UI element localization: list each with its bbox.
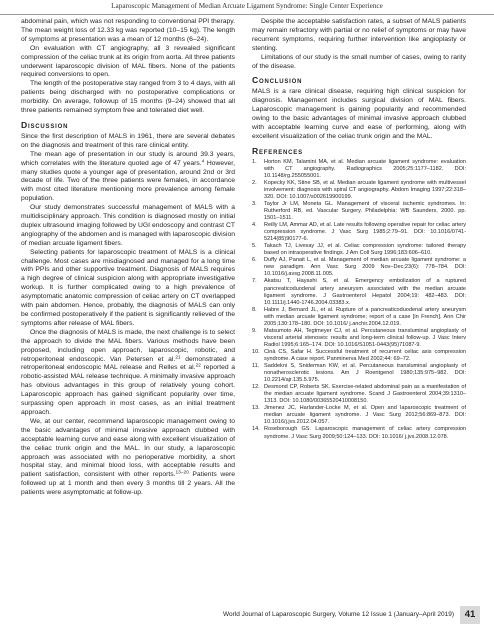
right-column <box>252 18 466 441</box>
reference-item <box>252 363 466 384</box>
reference-text: Roseborough GS. Laparoscopic management of celiac artery compression syndrome. J Vasc Surg 2009;50:124–133. DOI: 10.1016/ j.jvs.2008.12.078. <box>264 426 466 440</box>
reference-text: Jimenez JC, Harlander-Locke M, et al. Open and laparoscopic treatment of median arcuate ligament syndrome. J Vasc Surg 2012;56:869–873. DOI: 10.1016/j.jvs.2012.04.057. <box>264 405 466 426</box>
text-span: The mean age of presentation in our study is around 39.3 years, which correlates with the literature quoted age of 47 years. <box>21 150 235 167</box>
reference-number: 4. <box>252 222 257 229</box>
text-span: We, at our center, recommend laparoscopic management owing to the basic advantages of minimal invasive approach clubbed with acceptable learning curve and ease along with excellent visualization of the celiac trunk origin and the MAL. In our study, a laparoscopic approach was associated with no perioperative morbidity, a short hospital stay, and minimal blood loss, with acceptable results and patient satisfaction, consistent with other reports. <box>21 417 235 479</box>
reference-number: 5. <box>252 243 257 250</box>
reference-text: Reilly LM, Ammar AD, et al. Late results following operative repair for celiac artery compression syndrome. J Vasc Surg 1985;2:79–91. DOI: 10.1016/0741-5214(85)90177-6. <box>264 222 466 243</box>
discussion-paragraph <box>21 418 235 498</box>
reference-item <box>252 426 466 440</box>
reference-item <box>252 349 466 363</box>
reference-item <box>252 222 466 243</box>
reference-item <box>252 278 466 306</box>
reference-number: 8. <box>252 306 257 313</box>
reference-item <box>252 201 466 222</box>
references-heading: References <box>252 145 303 156</box>
text-span: demonstrated a retroperitoneal endoscopic MAL release and Relles et al. <box>21 355 236 372</box>
reference-number: 7. <box>252 278 257 285</box>
discussion-paragraph: Selecting patients for laparoscopic treatment of MALS is a clinical challenge. Most cases are misdiagnosed and managed for a long time with PPIs and other supportive treatment. Diagnosis of MALS requires a high degree of clinical suspicion along with appropriate investigative workup. It is further complicated owing to a high prevalence of asymptomatic anatomic compression of celiac artery on CT overlapped with pain abdomen. Hence, probably, the diagnosis of MALS can only be confirmed postoperatively if the patient is significantly relieved of the symptoms after release of MAL fibers. <box>21 248 235 327</box>
reference-text: Akatsu T, Hayashi S, et al. Emergency embolization of a ruptured pancreaticoduodenal artery aneurysm associated with the median arcuate ligament syndrome. J Gastroenterol Hepatol 2004;19: 482–483. DOI: 10.1111/j.1440-1746.2004.03383.x. <box>264 278 466 306</box>
discussion-paragraph: Limitations of our study is the small number of cases, owing to rarity of the disease. <box>252 53 466 70</box>
reference-item <box>252 180 466 201</box>
reference-number: 12. <box>252 384 260 391</box>
conclusion-heading: Conclusion <box>252 75 303 86</box>
discussion-paragraph: Our study demonstrates successful management of MALS with a multidisciplinary approach. This condition is diagnosed mostly on initial duplex ultrasound imaging followed by UGI endoscopy and contrast CT angiography of the abdomen and is managed with laparoscopic division of median arcuate ligament fibers. <box>21 204 235 247</box>
citation: 13–20 <box>175 470 189 476</box>
reference-item <box>252 257 466 278</box>
reference-number: 1. <box>252 158 257 165</box>
reference-text: Desmond CP, Roberts SK. Exercise-related abdominal pain as a manifestation of the median arcuate ligament syndrome. Scand J Gastroenterol 2004;39:1310–1313. DOI: 10.1080/00365520410008150. <box>264 384 466 405</box>
text-span: Patients were followed up at 1 month and then every 3 months till 2 years. All the patients were asymptomatic at follow-up. <box>21 471 235 497</box>
running-header <box>0 0 494 15</box>
discussion-paragraph <box>21 151 235 204</box>
reference-number: 9. <box>252 327 257 334</box>
text-span: reported a robotic-assisted MAL release technique. A minimally invasive approach has obvious advantages in this group of relatively young cohort. Laparoscopic approach has gained significant popularity over time, surpassing open approach in most cases, as an initial treatment approach. <box>21 364 235 416</box>
left-column <box>21 18 235 498</box>
reference-text: Duffy AJ, Panait L, et al. Management of median arcuate ligament syndrome: a new paradigm. Ann Vasc Surg 2009 Nov–Dec;23(6): 778–784. DOI: 10.1016/j.avsg.2008.11.005. <box>264 257 466 278</box>
results-paragraph: abdominal pain, which was not responding to conventional PPI therapy. The mean weight loss of 12.33 kg was reported (10–15 kg). The length of symptoms at presentation was a mean of 12 months (6–24). <box>21 18 235 43</box>
reference-item <box>252 405 466 426</box>
reference-text: Cinà CS, Safar H. Successful treatment of recurrent celiac axis compression syndrome. A case report. Panminerva Med 2002;44: 69–72. <box>264 348 466 362</box>
text-span: Once the diagnosis of MALS is made, the next challenge is to select the approach to divide the MAL fibers. Various methods have been proposed, including open approach, laparoscopic, robotic, and retroperitoneal endoscopic. Van Petersen et al. <box>21 328 235 363</box>
page-number: 41 <box>460 606 480 624</box>
reference-item <box>252 384 466 405</box>
reference-item <box>252 307 466 328</box>
citation: 4 <box>201 159 205 164</box>
reference-item <box>252 328 466 349</box>
reference-item <box>252 159 466 180</box>
reference-number: 2. <box>252 179 257 186</box>
reference-number: 10. <box>252 348 260 355</box>
references-list <box>252 159 466 441</box>
reference-number: 3. <box>252 200 257 207</box>
reference-number: 6. <box>252 257 257 264</box>
reference-number: 11. <box>252 363 260 370</box>
journal-citation: World Journal of Laparoscopic Surgery, Volume 12 Issue 1 (January–April 2019) <box>223 611 454 618</box>
results-paragraph: The length of the postoperative stay ranged from 3 to 4 days, with all patients being discharged with no postoperative complications or morbidity. On average, followup of 15 months (9–24) showed that all three patients remained symptom free and tolerated diet well. <box>21 80 235 115</box>
reference-text: Saddekni S, Sniderman KW, et al. Percutaneous transluminal angioplasty of nonatherosclerotic lesions. Am J Roentgenol 1980;135:975–982. DOI: 10.2214/ajr.135.5.975. <box>264 363 466 384</box>
text-span: However, many studies quote a younger age of presentation, around 2nd or 3rd decade of life. Two of the three patients were females, in accordance with most cited literature mentioning more prevalence among female population. <box>21 159 235 203</box>
discussion-paragraph <box>21 329 235 418</box>
reference-item <box>252 243 466 257</box>
reference-text: Matsumoto AH, Tegtmeyer CJ, et al. Percutaneous transluminal angioplasty of visceral arterial stenoses: results and long-term clinical follow-up. J Vasc Interv Radiol 1995;6:165–174. DOI: 10.1016/S1051-0443(95)71087-9. <box>264 327 466 348</box>
reference-number: 13. <box>252 405 260 412</box>
discussion-paragraph: Since the first description of MALS in 1961, there are several debates on the diagnosis and treatment of this rare clinical entity. <box>21 132 235 149</box>
page-footer <box>0 603 494 633</box>
results-paragraph: On evaluation with CT angiography, all 3 revealed significant compression of the celiac trunk at its origin from aorta. All three patients underwent laparoscopic division of MAL fibers. None of the patients required conversions to open. <box>21 44 235 79</box>
citation: 21 <box>175 354 181 360</box>
reference-text: Takach TJ, Livesay JJ, et al. Celiac compression syndrome: tailored therapy based on intraoperative findings. J Am Coll Surg 1996;183:606–610. <box>264 243 466 257</box>
citation: 22 <box>195 363 201 369</box>
discussion-paragraph: Despite the acceptable satisfaction rates, a subset of MALS patients may remain refractory with partial or no relief of symptoms or may have recurrent symptoms, requiring further intervention like angioplasty or stenting. <box>252 18 466 52</box>
reference-number: 14. <box>252 426 260 433</box>
reference-text: Habre J, Bernard JL, et al. Rupture of a pancreaticoduodenal artery aneurysm with median arcuate ligament syndrome; report of a case [in French]. Ann Chir 2005;130:178–180. DOI: 10.1016/ j.anchir.2004.12.019. <box>264 306 466 327</box>
running-title: Laparoscopic Management of Median Arcuate Ligament Syndrome: Single Center Experience <box>111 2 383 10</box>
discussion-heading: Discussion <box>21 119 69 130</box>
conclusion-paragraph: MALS is a rare clinical disease, requiring high clinical suspicion for diagnosis. Management includes surgical division of MAL fibers. Laparoscopic management is gaining popularity and recommended owing to the basic advantages of minimal invasive approach clubbed with acceptable learning curve and ease of performing, along with excellent visualization of the celiac trunk origin and the MAL. <box>252 88 466 140</box>
reference-text: Kopecky KK, Stine SB, et al. Median arcuate ligament syndrome with multivessel involvement: diagnosis with spiral CT angiography. Abdom Imaging 1997;22:318–320. DOI: 10.1007/s002619900199. <box>264 179 466 200</box>
reference-text: Taylor Jr LM, Moneta GL. Management of visceral ischemic syndromes. In: Rutherford RB, ed. Vascular Surgery. Philadelphia: WB Saunders, 2000. pp. 1501–1511. <box>264 200 466 222</box>
reference-text: Horton KM, Talamini MA, et al. Median arcuate ligament syndrome: evaluation with CT angiography. Radiographics 2005;25:1177–1182. DOI: 10.1148/rg.255055001. <box>264 158 466 179</box>
